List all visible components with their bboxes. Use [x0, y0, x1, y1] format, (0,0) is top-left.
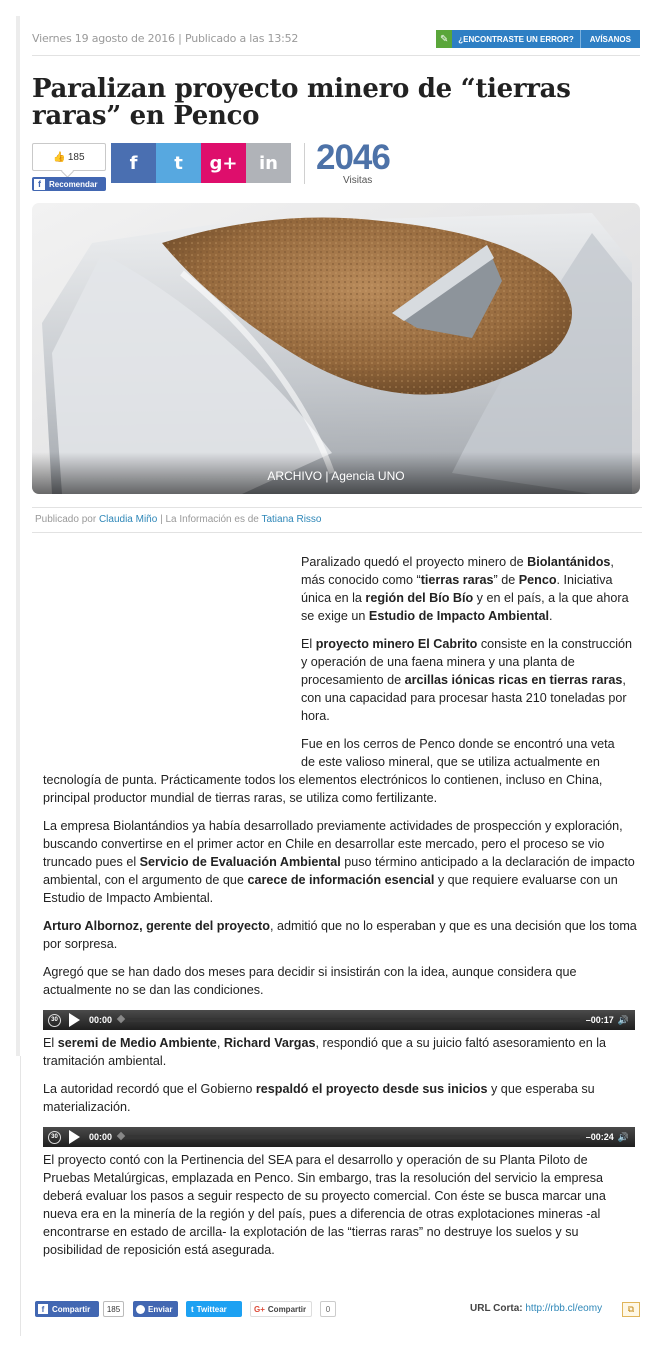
googleplus-icon: G+: [254, 1304, 265, 1314]
progress-knob[interactable]: [117, 1132, 125, 1140]
divider: [304, 143, 305, 184]
article-paragraph: tecnología de punta. Prácticamente todos los elementos electrónicos lo contienen, incluso en China, principal productor mundial de tierras raras, se utiliza como fertilizante.: [43, 773, 603, 805]
share-googleplus-button[interactable]: [201, 143, 246, 183]
soil-sample-image: [32, 203, 640, 494]
linkedin-icon: in: [259, 152, 278, 174]
article-paragraph: El proyecto minero El Cabrito consiste en la construcción y operación de una faena minera y una planta de procesamiento de arcillas iónicas ricas en tierras raras, con una capacidad para procesar hasta 210 toneladas por hora.: [301, 637, 633, 723]
source-link[interactable]: Tatiana Risso: [261, 514, 322, 525]
play-icon[interactable]: [69, 1013, 80, 1027]
facebook-share-label: Compartir: [52, 1304, 91, 1314]
visits-count: 2046: [316, 138, 390, 177]
audio-player[interactable]: [43, 1127, 635, 1147]
twitter-icon: t: [191, 1304, 194, 1314]
published-by-label: Publicado por: [35, 514, 97, 525]
info-label: | La Información es de: [160, 514, 259, 525]
tweet-label: Twittear: [196, 1304, 227, 1314]
photo-caption: ARCHIVO | Agencia UNO: [32, 452, 640, 494]
article-paragraph: Arturo Albornoz, gerente del proyecto, admitió que no lo esperaban y que es una decisión que los toma por sorpresa.: [43, 919, 637, 951]
audio-progress-track[interactable]: [120, 1018, 580, 1022]
share-twitter-button[interactable]: [156, 143, 201, 183]
audio-current-time: 00:00: [89, 1132, 113, 1142]
article-paragraph: Paralizado quedó el proyecto minero de Biolantánidos, más conocido como “tierras raras” de Penco. Iniciativa única en la región del Bío Bío y en el país, a la que ahora se exige un Estudio de Impacto Ambiental.: [301, 555, 629, 623]
copy-icon[interactable]: ⧉: [622, 1302, 640, 1317]
facebook-like-count: [32, 143, 106, 171]
volume-icon[interactable]: 🔊: [617, 1131, 629, 1142]
facebook-recommend-button[interactable]: [32, 177, 106, 191]
rewind-30-icon[interactable]: 30: [48, 1131, 61, 1144]
article-paragraph: El proyecto contó con la Pertinencia del SEA para el desarrollo y operación de su Planta Piloto de Pruebas Metalúrgicas, emplazada en Penco. Sin embargo, tras la resolución del servicio la empresa deberá evaluar los pasos a seguir respecto de su proyecto comercial. Con éste se busca marcar una nueva era en la minería de la región y del país, pues a diferencia de otras explotaciones mineras -al encontrarse en estado de arcilla- la explotación de las “tierras raras” no destruye los suelos y su posibilidad de reposición está asegurada.: [43, 1153, 606, 1257]
article-paragraph: El seremi de Medio Ambiente, Richard Vargas, respondió que a su juicio faltó asesoramiento en la tramitación ambiental.: [43, 1036, 607, 1068]
article-paragraph: La empresa Biolantándios ya había desarrollado previamente actividades de prospección y exploración, buscando convertirse en el primer actor en Chile en desarrollar este mercado, pero el proceso se vio truncado pues el Servicio de Evaluación Ambiental puso término anticipado a la declaración de impacto ambiental, con el argumento de que carece de información esencial y que requiere evaluarse con un Estudio de Impacto Ambiental.: [43, 819, 635, 905]
progress-knob[interactable]: [117, 1015, 125, 1023]
like-count: 185: [67, 151, 85, 163]
article-paragraph: La autoridad recordó que el Gobierno respaldó el proyecto desde sus inicios y que esperaba su materialización.: [43, 1082, 595, 1114]
visits-label: Visitas: [343, 175, 373, 186]
short-url-link[interactable]: http://rbb.cl/eomy: [525, 1303, 603, 1314]
meta-row: [32, 26, 640, 56]
article-paragraph: Fue en los cerros de Penco donde se encontró una veta de este valioso mineral, que se utiliza actualmente en: [301, 737, 615, 769]
thumbs-up-icon: 👍: [53, 151, 66, 163]
play-icon[interactable]: [69, 1130, 80, 1144]
volume-icon[interactable]: 🔊: [617, 1014, 629, 1025]
byline: [32, 507, 642, 533]
audio-remaining-time: –00:24: [585, 1132, 614, 1142]
facebook-share-count: 185: [103, 1301, 124, 1317]
short-url-label: URL Corta:: [470, 1303, 523, 1314]
messenger-send-button[interactable]: [133, 1301, 178, 1317]
share-facebook-button[interactable]: [111, 143, 156, 183]
googleplus-share-button[interactable]: [250, 1301, 312, 1317]
pencil-icon: ✎: [436, 30, 452, 48]
facebook-icon: f: [38, 1304, 48, 1314]
send-label: Enviar: [148, 1304, 173, 1314]
article-paragraph: Agregó que se han dado dos meses para decidir si insistirán con la idea, aunque considera que actualmente no se dan las condiciones.: [43, 965, 577, 997]
audio-current-time: 00:00: [89, 1015, 113, 1025]
recommend-label: Recomendar: [49, 179, 98, 189]
article-photo: [32, 203, 640, 494]
twitter-icon: t: [174, 152, 183, 174]
share-linkedin-button[interactable]: [246, 143, 291, 183]
audio-player[interactable]: [43, 1010, 635, 1030]
bottom-facebook-share-button[interactable]: [35, 1301, 99, 1317]
messenger-icon: [136, 1305, 145, 1314]
tweet-button[interactable]: [186, 1301, 242, 1317]
audio-remaining-time: –00:17: [585, 1015, 614, 1025]
facebook-icon: f: [34, 179, 45, 190]
publish-date: Viernes 19 agosto de 2016 | Publicado a las 13:52: [32, 32, 299, 45]
audio-progress-track[interactable]: [120, 1135, 580, 1139]
left-rule-lower: [20, 1056, 21, 1336]
rewind-30-icon[interactable]: 30: [48, 1014, 61, 1027]
googleplus-share-label: Compartir: [267, 1304, 307, 1314]
author-link[interactable]: Claudia Miño: [98, 514, 158, 525]
googleplus-share-count: 0: [320, 1301, 336, 1317]
report-error-button[interactable]: [436, 30, 640, 48]
left-rule: [16, 16, 20, 1056]
short-url: [470, 1303, 602, 1314]
facebook-icon: f: [129, 152, 138, 174]
page-title: Paralizan proyecto minero de “tierras raras” en Penco: [32, 74, 571, 131]
report-error-action[interactable]: AVÍSANOS: [581, 30, 640, 48]
googleplus-icon: g+: [209, 152, 238, 174]
report-error-question: ¿ENCONTRASTE UN ERROR?: [452, 30, 581, 48]
